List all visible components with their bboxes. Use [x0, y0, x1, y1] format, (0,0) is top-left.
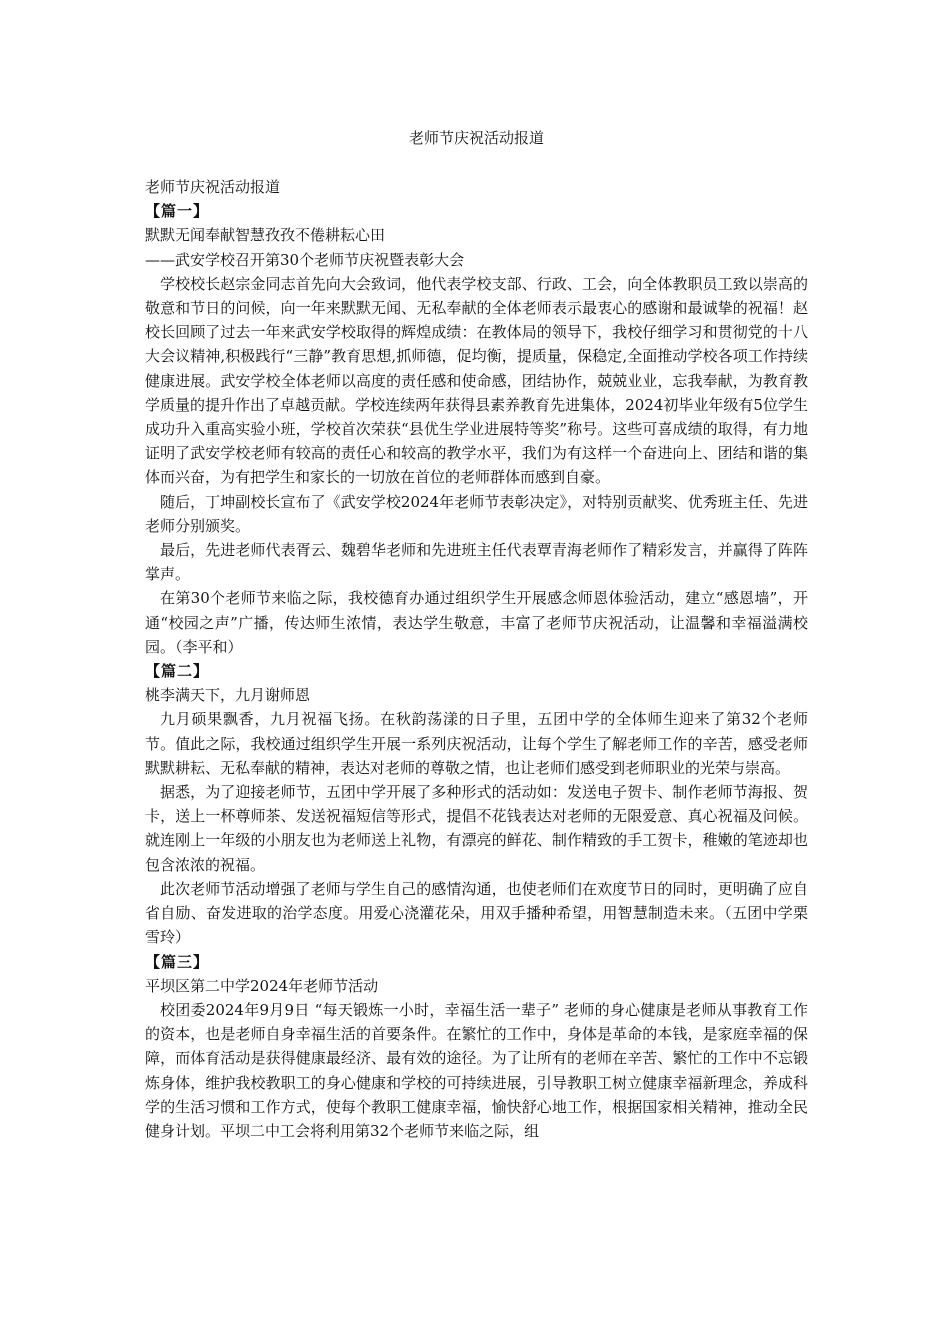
section-2-paragraph: 据悉，为了迎接老师节，五团中学开展了多种形式的活动如：发送电子贺卡、制作老师节海报、贺卡，送上一杯尊师茶、发送祝福短信等形式，提倡不花钱表达对老师的无限爱意、真心祝福及问候。就连刚上一年级的小朋友也为老师送上礼物，有漂亮的鲜花、制作精致的手工贺卡，稚嫩的笔迹却也包含浓浓的祝福。 — [145, 783, 808, 874]
section-1-paragraph: 学校校长赵宗金同志首先向大会致词，他代表学校支部、行政、工会，向全体教职员工致以崇高的敬意和节日的问候，向一年来默默无闻、无私奉献的全体老师表示最衷心的感谢和最诚挚的祝福！赵校长回顾了过去一年来武安学校取得的辉煌成绩：在教体局的领导下，我校仔细学习和贯彻党的十八大会议精神,积极践行“三静”教育思想,抓师德，促均衡，提质量，保稳定,全面推动学校各项工作持续健康进展。武安学校全体老师以高度的责任感和使命感，团结协作，兢兢业业，忘我奉献，为教育教学质量的提升作出了卓越贡献。学校连续两年获得县素养教育先进集体，2024初毕业年级有5位学生成功升入重高实验小班，学校首次荣获“县优生学业进展特等奖”称号。这些可喜成绩的取得，有力地证明了武安学校老师有较高的责任心和较高的教学水平，我们为有这样一个奋进向上、团结和谐的集体而兴奋，为有把学生和家长的一切放在首位的老师群体而感到自豪。 — [145, 274, 808, 487]
document-body — [145, 175, 808, 1143]
section-1-paragraph: 最后，先进老师代表胥云、魏碧华老师和先进班主任代表覃青海老师作了精彩发言，并赢得了阵阵掌声。 — [145, 541, 808, 584]
section-1-subheading: ——武安学校召开第30个老师节庆祝暨表彰大会 — [145, 250, 465, 269]
section-3-heading: 平坝区第二中学2024年老师节活动 — [145, 976, 379, 995]
section-3-label: 【篇三】 — [145, 952, 210, 971]
section-2-paragraph: 九月硕果飘香，九月祝福飞扬。在秋韵荡漾的日子里，五团中学的全体师生迎来了第32个老师节。值此之际，我校通过组织学生开展一系列庆祝活动，让每个学生了解老师工作的辛苦，感受老师默默耕耘、无私奉献的精神，表达对老师的尊敬之情，也让老师们感受到老师职业的光荣与崇高。 — [145, 710, 808, 777]
section-1-heading: 默默无闻奉献智慧孜孜不倦耕耘心田 — [145, 226, 386, 245]
document-subtitle: 老师节庆祝活动报道 — [145, 178, 281, 196]
section-3-paragraph: 校团委2024年9月9日 “每天锻炼一小时，幸福生活一辈子” 老师的身心健康是老师从事教育工作的资本，也是老师自身幸福生活的首要条件。在繁忙的工作中，身体是革命的本钱，是家庭幸福的保障，而体育活动是获得健康最经济、最有效的途径。为了让所有的老师在辛苦、繁忙的工作中不忘锻炼身体，维护我校教职工的身心健康和学校的可持续进展，引导教职工树立健康幸福新理念，养成科学的生活习惯和工作方式，使每个教职工健康幸福，愉快舒心地工作，根据国家相关精神，推动全民健身计划。平坝二中工会将利用第32个老师节来临之际，组 — [145, 1000, 808, 1140]
section-1-paragraph: 随后，丁坤副校长宣布了《武安学校2024年老师节表彰决定》，对特别贡献奖、优秀班主任、先进老师分别颁奖。 — [145, 492, 808, 535]
section-1-label: 【篇一】 — [145, 202, 210, 221]
section-2-label: 【篇二】 — [145, 662, 210, 681]
section-2-heading: 桃李满天下，九月谢师恩 — [145, 686, 311, 705]
section-2-paragraph: 此次老师节活动增强了老师与学生自己的感情沟通，也使老师们在欢度节日的同时，更明确了应自省自励、奋发进取的治学态度。用爱心浇灌花朵，用双手播种希望，用智慧制造未来。（五团中学栗雪玲） — [145, 879, 808, 947]
page-title: 老师节庆祝活动报道 — [408, 129, 544, 147]
section-1-paragraph: 在第30个老师节来临之际，我校德育办通过组织学生开展感念师恩体验活动，建立“感恩墙”，开通“校园之声”广播，传达师生浓情，表达学生敬意，丰富了老师节庆祝活动，让温馨和幸福溢满校园。（李平和） — [145, 589, 808, 656]
